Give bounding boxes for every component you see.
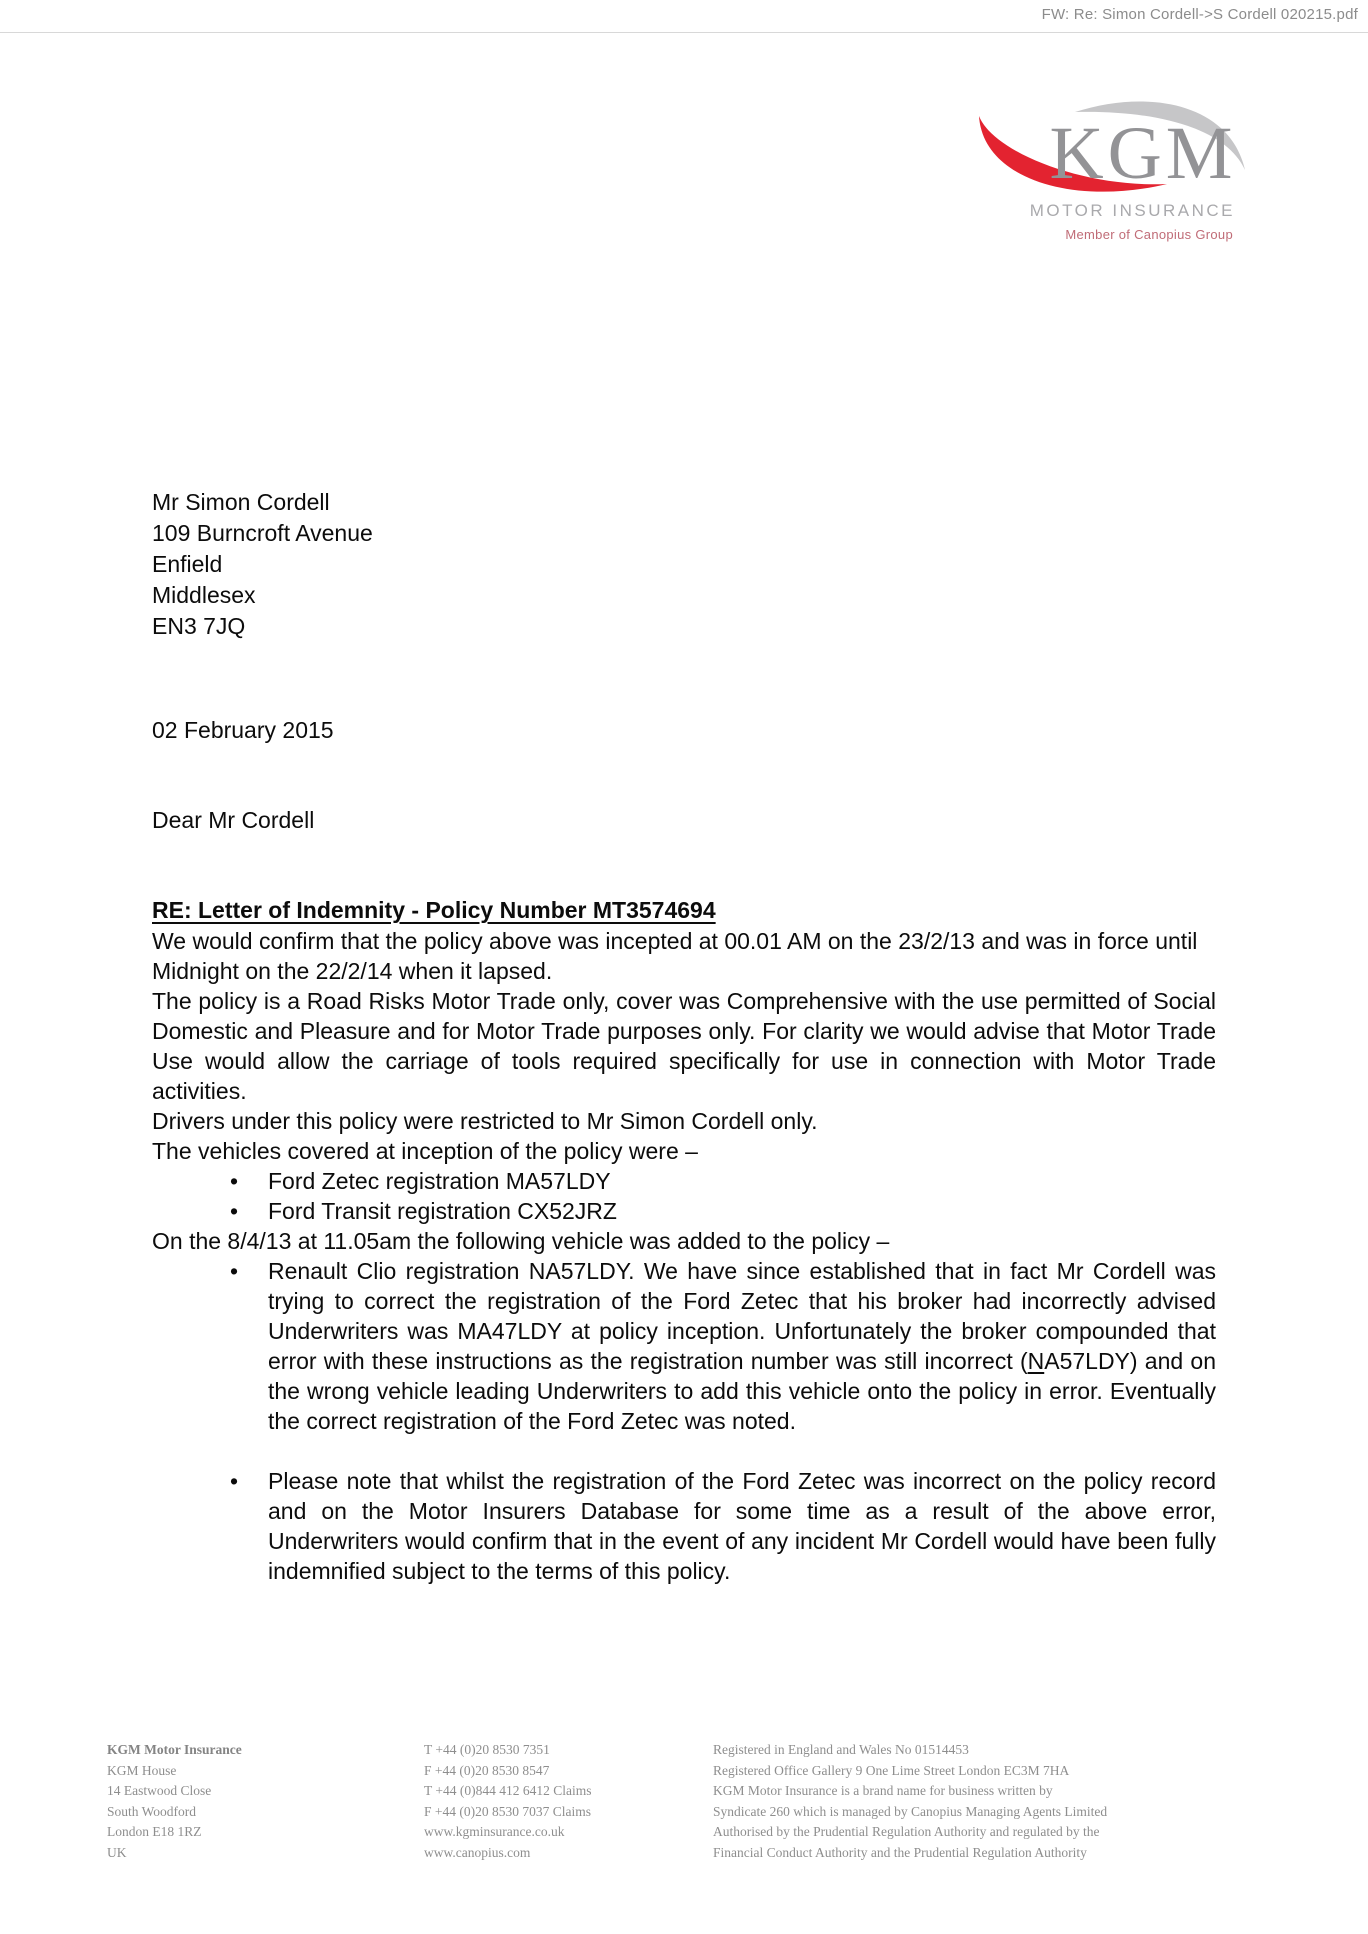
footer-phone-line: T +44 (0)20 8530 7351: [424, 1742, 550, 1757]
footer-legal-column: [713, 1740, 1107, 1863]
logo-tagline: Member of Canopius Group: [1065, 227, 1233, 242]
logo-wordmark: KGM: [1049, 112, 1237, 195]
renault-text-after: A57LDY) and on the wrong vehicle leading Underwriters to add this vehicle onto the policy in error. Eventually the correct registration of the Ford Zetec was noted.: [268, 1348, 1216, 1434]
footer-company-line: KGM House: [107, 1762, 177, 1778]
renault-clio-bullet: [152, 1256, 1216, 1436]
vehicle-list-item-transit: [152, 1196, 1216, 1226]
footer-company-line: London E18 1RZ: [107, 1824, 202, 1839]
footer-company-line: UK: [107, 1844, 127, 1860]
indemnity-note-bullet: [152, 1466, 1216, 1586]
bullet-icon: •: [230, 1468, 239, 1494]
address-line-name: Mr Simon Cordell: [152, 489, 330, 515]
renault-clio-text: [268, 1256, 1216, 1436]
footer-legal-line: KGM Motor Insurance is a brand name for business written by: [713, 1783, 1053, 1798]
paragraph-added-vehicle: On the 8/4/13 at 11.05am the following vehicle was added to the policy –: [152, 1228, 890, 1254]
salutation: Dear Mr Cordell: [152, 807, 315, 833]
footer-company-line: 14 Eastwood Close: [107, 1783, 212, 1798]
footer-fax-line: F +44 (0)20 8530 8547: [424, 1762, 550, 1778]
vehicle-item-label: Ford Zetec registration MA57LDY: [268, 1168, 611, 1194]
footer-legal-line: Financial Conduct Authority and the Prudential Regulation Authority: [713, 1844, 1087, 1860]
paragraph-vehicles-intro: The vehicles covered at inception of the policy were –: [152, 1138, 698, 1164]
footer-claims-phone-line: T +44 (0)844 412 6412 Claims: [424, 1783, 592, 1798]
footer-website-kgm: www.kgminsurance.co.uk: [424, 1824, 565, 1839]
footer-legal-line: Registered Office Gallery 9 One Lime Street London EC3M 7HA: [713, 1762, 1070, 1778]
logo-subtitle: MOTOR INSURANCE: [1029, 201, 1235, 220]
paragraph-drivers: Drivers under this policy were restricted to Mr Simon Cordell only.: [152, 1108, 818, 1134]
footer-legal-line: Syndicate 260 which is managed by Canopius Managing Agents Limited: [713, 1803, 1108, 1819]
bullet-icon: •: [230, 1198, 239, 1224]
bullet-icon: •: [230, 1258, 239, 1284]
footer-legal-line: Authorised by the Prudential Regulation Authority and regulated by the: [713, 1824, 1100, 1839]
paragraph-policy-type: The policy is a Road Risks Motor Trade only, cover was Comprehensive with the use permitted of Social Domestic and Pleasure and for Motor Trade purposes only. For clarity we would advise that Motor Trade Use would allow the carriage of tools required specifically for use in connection with Motor Trade activities.: [152, 988, 1216, 1104]
recipient-address: [152, 487, 1216, 642]
footer-company-name: KGM Motor Insurance: [107, 1742, 242, 1757]
vehicle-list-item-zetec: [152, 1166, 1216, 1196]
bullet-icon: •: [230, 1168, 239, 1194]
address-line-postcode: EN3 7JQ: [152, 613, 246, 639]
footer-contact-column: [424, 1740, 591, 1863]
address-line-county: Middlesex: [152, 582, 256, 608]
footer-company-line: South Woodford: [107, 1803, 197, 1819]
address-line-street: 109 Burncroft Avenue: [152, 520, 373, 546]
letter-date: 02 February 2015: [152, 717, 334, 743]
subject-line: RE: Letter of Indemnity - Policy Number MT3574694: [152, 897, 716, 923]
vehicle-item-label: Ford Transit registration CX52JRZ: [268, 1198, 617, 1224]
footer-website-canopius: www.canopius.com: [424, 1844, 531, 1860]
footer-company-column: [107, 1740, 242, 1863]
address-line-town: Enfield: [152, 551, 223, 577]
kgm-logo-graphic: [975, 86, 1247, 198]
indemnity-note-text: Please note that whilst the registration of the Ford Zetec was incorrect on the policy record and on the Motor Insurers Database for some time as a result of the above error, Underwriters would confirm that in the event of any incident Mr Cordell would have been fully indemnified subject to the terms of this policy.: [268, 1468, 1216, 1584]
document-header: [0, 0, 1368, 33]
kgm-logo: [975, 86, 1247, 242]
document-filename: FW: Re: Simon Cordell->S Cordell 020215.pdf: [1041, 6, 1358, 23]
renault-text-before: Renault Clio registration NA57LDY. We have since established that in fact Mr Cordell was trying to correct the registration of the Ford Zetec that his broker had incorrectly advised Underwriters was MA47LDY at policy inception. Unfortunately the broker compounded that error with these instructions as the registration number was still incorrect (: [268, 1258, 1216, 1374]
footer-claims-fax-line: F +44 (0)20 8530 7037 Claims: [424, 1803, 591, 1819]
renault-text-underlined: N: [1027, 1348, 1045, 1374]
letter-body: [152, 487, 1216, 1586]
paragraph-inception: We would confirm that the policy above was incepted at 00.01 AM on the 23/2/13 and was in force until Midnight on the 22/2/14 when it lapsed.: [152, 928, 1198, 984]
footer-legal-line: Registered in England and Wales No 01514453: [713, 1742, 969, 1757]
